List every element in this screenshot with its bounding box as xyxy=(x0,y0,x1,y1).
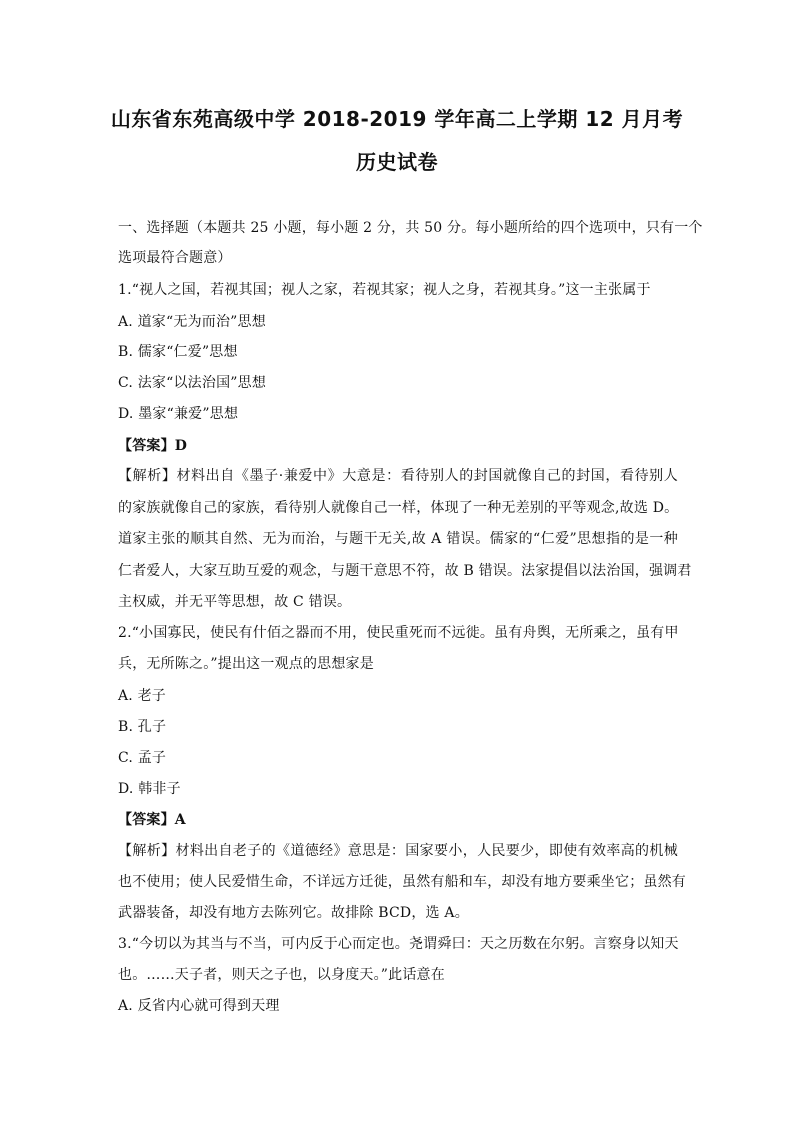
question-1-analysis-line: 主权威，并无平等思想，故 C 错误。 xyxy=(118,594,352,610)
question-1-stem: 1.“视人之国，若视其国；视人之家，若视其家；视人之身，若视其身。”这一主张属于 xyxy=(118,282,651,298)
question-2-analysis-line: 也不使用；使人民爱惜生命，不详远方迁徙，虽然有船和车，却没有地方要乘坐它；虽然有 xyxy=(118,874,686,890)
question-2-analysis-line: 【解析】材料出自老子的《道德经》意思是：国家要小，人民要少，即使有效率高的机械 xyxy=(118,843,678,859)
question-2-option-b: B. 孔子 xyxy=(118,719,167,735)
question-2-option-c: C. 孟子 xyxy=(118,750,167,766)
question-1-analysis-line: 道家主张的顺其自然、无为而治，与题干无关,故 A 错误。儒家的“仁爱”思想指的是一种 xyxy=(118,531,678,547)
question-1-analysis-line: 的家族就像自己的家族，看待别人就像自己一样，体现了一种无差别的平等观念,故选 D。 xyxy=(118,500,679,516)
question-1-analysis-line: 仁者爱人，大家互助互爱的观念，与题干意思不符，故 B 错误。法家提倡以法治国，强调君 xyxy=(118,563,692,579)
question-1-analysis-line: 【解析】材料出自《墨子·兼爱中》大意是：看待别人的封国就像自己的封国，看待别人 xyxy=(118,468,678,484)
question-2-option-d: D. 韩非子 xyxy=(118,781,181,797)
question-2-answer: 【答案】A xyxy=(118,812,186,828)
question-2-option-a: A. 老子 xyxy=(118,688,167,704)
question-1-option-a: A. 道家“无为而治”思想 xyxy=(118,314,266,330)
question-1-answer: 【答案】D xyxy=(118,438,188,454)
question-1-option-d: D. 墨家“兼爱”思想 xyxy=(118,406,239,422)
exam-subtitle: 历史试卷 xyxy=(356,150,438,174)
question-3-option-a: A. 反省内心就可得到天理 xyxy=(118,998,280,1014)
question-2-analysis-line: 武器装备，却没有地方去陈列它。故排除 BCD，选 A。 xyxy=(118,905,469,921)
question-2-stem-line: 2.“小国寡民，使民有什佰之器而不用，使民重死而不远徙。虽有舟舆，无所乘之，虽有甲 xyxy=(118,625,679,641)
question-1-option-b: B. 儒家“仁爱”思想 xyxy=(118,344,238,360)
section-instructions-line-1: 一、选择题（本题共 25 小题，每小题 2 分，共 50 分。每小题所给的四个选项中，只有一个 xyxy=(118,220,703,236)
question-3-stem-line: 也。……天子者，则天之子也，以身度天。”此话意在 xyxy=(118,967,445,983)
exam-title: 山东省东苑高级中学 2018-2019 学年高二上学期 12 月月考 xyxy=(110,107,684,131)
question-2-stem-line: 兵，无所陈之。”提出这一观点的思想家是 xyxy=(118,656,374,672)
section-instructions-line-2: 选项最符合题意） xyxy=(118,250,232,266)
question-1-option-c: C. 法家“以法治国”思想 xyxy=(118,375,267,391)
question-3-stem-line: 3.“今切以为其当与不当，可内反于心而定也。尧谓舜曰：天之历数在尔躬。言察身以知天 xyxy=(118,936,679,952)
